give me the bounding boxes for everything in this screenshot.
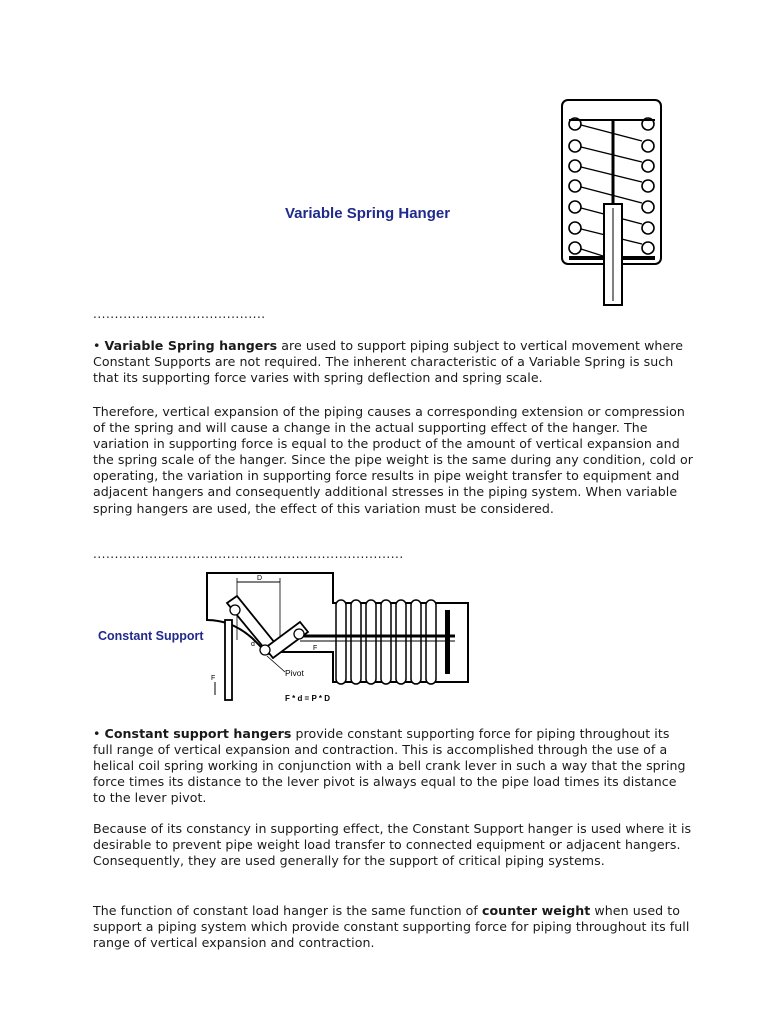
paragraph-text: when used to support a piping system which provide constant supporting force for piping throughout its full range of vertical expansion and contraction. xyxy=(93,903,690,951)
separator-2: ........................................................................ xyxy=(93,547,404,561)
spring-coils-right xyxy=(642,118,654,254)
bold-term: counter weight xyxy=(481,903,591,918)
paragraph-vertical-expansion xyxy=(93,404,693,517)
paragraph-constant-support xyxy=(93,726,693,806)
paragraph-constancy xyxy=(93,821,693,869)
formula: F * d = P * D xyxy=(285,694,330,703)
bold-term: Variable Spring hangers xyxy=(104,338,278,353)
paragraph-variable-spring xyxy=(93,338,693,386)
pivot-right xyxy=(294,629,304,639)
pivot-left xyxy=(230,605,240,615)
separator-1: ........................................ xyxy=(93,307,266,321)
label-d: d xyxy=(251,641,255,648)
paragraph-text: are used to support piping subject to vertical movement where Constant Supports are not required. The inherent characteristic of a Variable Spring is such that its supporting force varies with spring deflection and spring scale. xyxy=(93,338,683,386)
spring-coils-left xyxy=(569,118,581,254)
variable-spring-hanger-diagram xyxy=(555,96,667,308)
paragraph-text: The function of constant load hanger is the same function of xyxy=(93,903,482,918)
label-pivot: Pivot xyxy=(285,668,304,678)
bullet: • xyxy=(93,726,105,741)
pivot-center xyxy=(260,645,270,655)
figure1-title: Variable Spring Hanger xyxy=(285,205,451,222)
pipe-rod xyxy=(225,620,232,700)
bold-term: Constant support hangers xyxy=(104,726,292,741)
spring-coils xyxy=(336,600,436,684)
label-D: D xyxy=(257,575,263,582)
label-F-left: F xyxy=(211,675,216,682)
paragraph-text: Therefore, vertical expansion of the piping causes a corresponding extension or compression of the spring and will cause a change in the actual supporting effect of the hanger. The variation in supporting force is equal to the product of the amount of vertical expansion and the spring scale of the hanger. Since the pipe weight is the same during any condition, cold or operating, the variation in supporting force results in pipe weight transfer to equipment and adjacent hangers and consequently additional stresses in the piping system. When variable spring hangers are used, the effect of this variation must be considered. xyxy=(93,404,693,516)
bullet: • xyxy=(93,338,105,353)
constant-support-diagram xyxy=(205,570,475,705)
paragraph-text: provide constant supporting force for piping throughout its full range of vertical expansion and contraction. This is accomplished through the use of a helical coil spring working in conjunction with a bell crank lever in such a way that the spring force times its distance to the lever pivot is always equal to the pipe load times its distance to the lever pivot. xyxy=(93,726,686,806)
paragraph-counter-weight xyxy=(93,903,693,951)
spring-plate xyxy=(445,610,450,674)
figure2-title: Constant Support xyxy=(98,629,204,643)
paragraph-text: Because of its constancy in supporting effect, the Constant Support hanger is used where it is desirable to prevent pipe weight load transfer to connected equipment or adjacent hangers. Consequently, they are used generally for the support of critical piping systems. xyxy=(93,821,692,869)
label-F-right: F xyxy=(313,645,318,652)
